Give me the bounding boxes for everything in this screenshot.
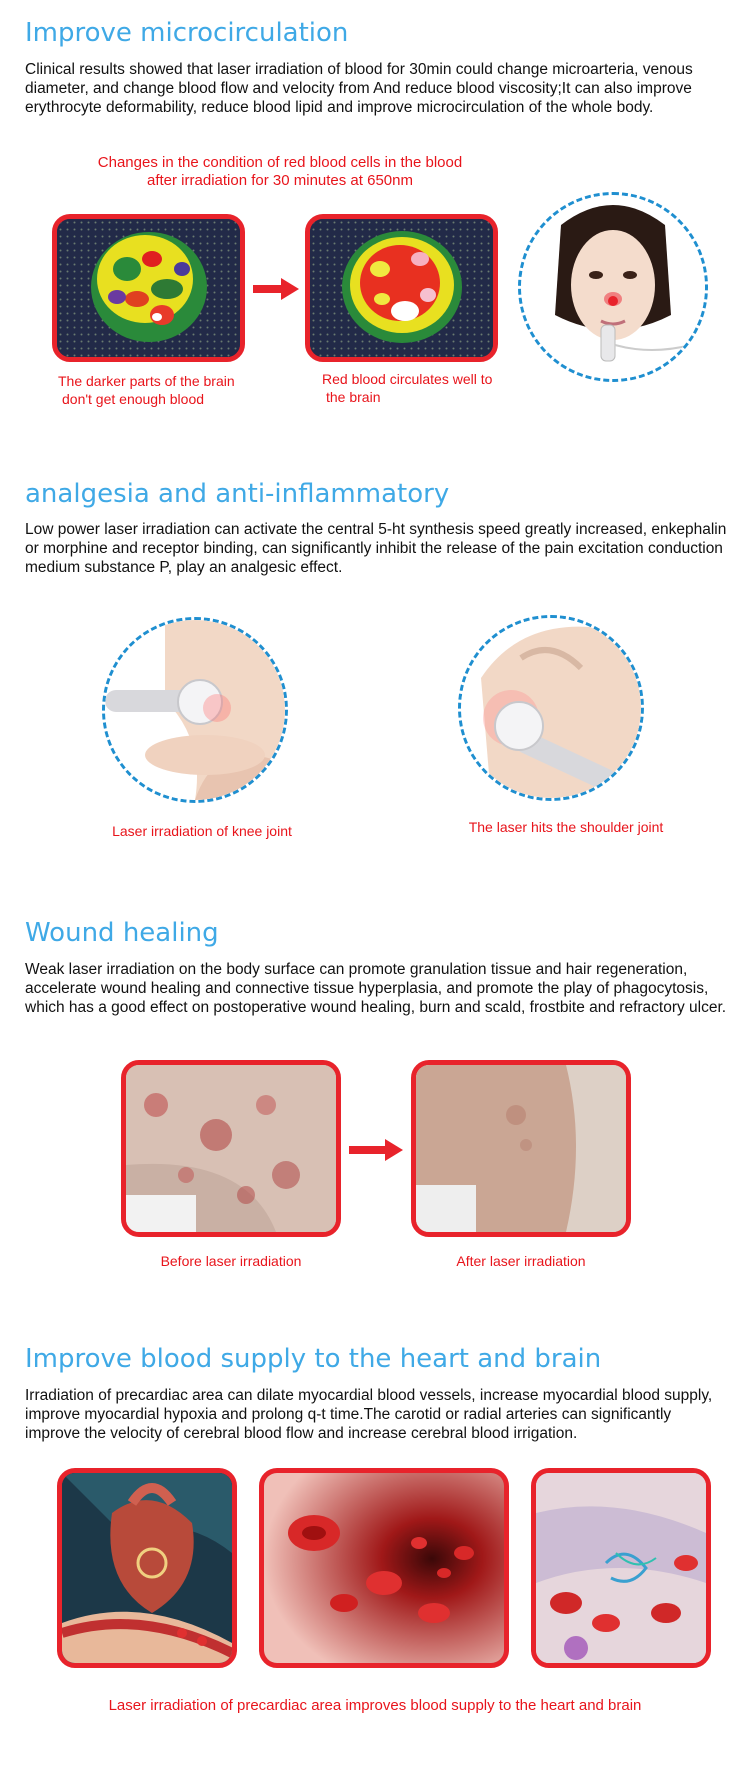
caption-before-line1: The darker parts of the brain	[58, 373, 235, 389]
caption-shoulder: The laser hits the shoulder joint	[468, 819, 664, 835]
arrow-right-icon	[349, 1139, 403, 1161]
heart-artery-image	[62, 1473, 232, 1663]
red-blood-cells-image	[264, 1473, 504, 1663]
heart-illustration	[57, 1468, 237, 1668]
brain-scan-after	[305, 214, 498, 362]
blood-cells-closeup-image	[536, 1473, 706, 1663]
brain-heatmap-after-image	[310, 219, 493, 357]
section-title-heart-brain: Improve blood supply to the heart and brain	[25, 1344, 602, 1374]
wound-before-photo	[121, 1060, 341, 1237]
caption-after-line1: Red blood circulates well to	[322, 371, 493, 387]
brain-scan-before	[52, 214, 245, 362]
caption-after-line2: the brain	[326, 389, 381, 405]
caption-heart-brain: Laser irradiation of precardiac area improves blood supply to the heart and brain	[108, 1697, 642, 1714]
wound-before-image	[126, 1065, 336, 1232]
section-body-analgesia: Low power laser irradiation can activate the central 5-ht synthesis speed greatly increased, enkephalin or morphine and receptor binding, can significantly inhibit the release of the pain excitation conduction medium substance P, play an analgesic effect.	[25, 521, 727, 576]
woman-face-image	[521, 195, 705, 379]
knee-treatment-image	[105, 620, 285, 800]
brain-heatmap-before-image	[57, 219, 240, 357]
figure-title-line2: after irradiation for 30 minutes at 650nm	[147, 172, 413, 189]
figure-title-line1: Changes in the condition of red blood cells in the blood	[97, 154, 463, 171]
section-title-microcirculation: Improve microcirculation	[25, 18, 349, 48]
shoulder-laser-photo	[458, 615, 644, 801]
wound-after-photo	[411, 1060, 631, 1237]
knee-laser-photo	[102, 617, 288, 803]
arrow-right-icon	[253, 278, 299, 300]
caption-knee: Laser irradiation of knee joint	[112, 823, 292, 839]
section-body-heart-brain: Irradiation of precardiac area can dilate myocardial blood vessels, increase myocardial blood supply, improve myocardial hypoxia and prolong q-t time.The carotid or radial arteries can significantly improve the velocity of cerebral blood flow and increase cerebral blood irrigation.	[25, 1387, 713, 1442]
figure-title	[60, 154, 500, 190]
caption-wound-after: After laser irradiation	[456, 1253, 586, 1269]
shoulder-treatment-image	[461, 618, 641, 798]
blood-vessel-illustration	[259, 1468, 509, 1668]
caption-wound-before: Before laser irradiation	[160, 1253, 302, 1269]
section-title-wound-healing: Wound healing	[25, 918, 219, 948]
section-body-wound-healing: Weak laser irradiation on the body surface can promote granulation tissue and hair regeneration, accelerate wound healing and connective tissue hyperplasia, and promote the play of phagocytosis, which has a good effect on postoperative wound healing, burn and scald, frostbite and refractory ulcer.	[25, 961, 727, 1016]
cell-illustration	[531, 1468, 711, 1668]
nose-laser-photo	[518, 192, 708, 382]
section-body-microcirculation: Clinical results showed that laser irradiation of blood for 30min could change microarteria, venous diameter, and change blood flow and velocity from And reduce blood viscosity;It can also improve erythrocyte deformability, reduce blood lipid and improve microcirculation of the whole body.	[25, 61, 693, 116]
wound-after-image	[416, 1065, 626, 1232]
caption-brain-before	[58, 372, 278, 408]
section-title-analgesia: analgesia and anti-inflammatory	[25, 479, 450, 509]
caption-before-line2: don't get enough blood	[62, 391, 205, 407]
caption-brain-after	[322, 370, 542, 406]
